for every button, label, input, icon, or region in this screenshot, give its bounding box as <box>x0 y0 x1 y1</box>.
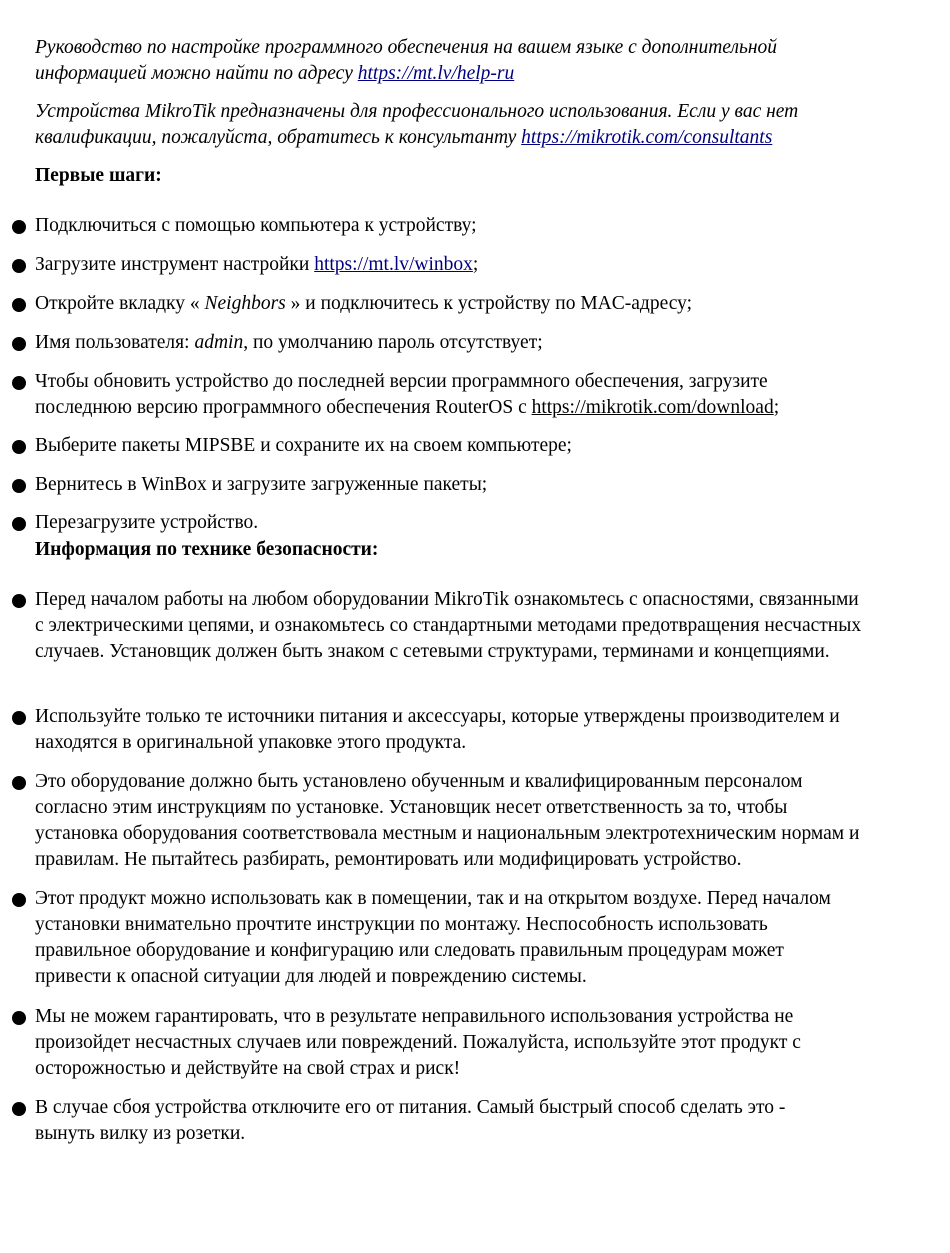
bullet-icon <box>12 298 26 312</box>
bullet-icon <box>12 1102 26 1116</box>
intro-consultant-paragraph <box>35 99 875 151</box>
bullet-icon <box>12 376 26 390</box>
bullet-icon <box>12 479 26 493</box>
list-item-text-part: Загрузите инструмент настройки <box>35 254 315 275</box>
list-item-text <box>35 369 815 421</box>
bullet-icon <box>12 594 26 608</box>
list-item-text <box>35 291 865 317</box>
bullet-icon <box>12 259 26 273</box>
list-item-text-part: ; <box>472 254 479 275</box>
list-item-text <box>35 330 865 356</box>
bullet-icon <box>12 517 26 531</box>
list-item-text: Используйте только те источники питания и аксессуары, которые утверждены производителем и находятся в оригинальной упаковке этого продукта. <box>35 706 840 753</box>
admin-term: admin <box>194 332 244 353</box>
consultants-link[interactable]: https://mikrotik.com/consultants <box>521 127 773 148</box>
bullet-icon <box>12 711 26 725</box>
bullet-icon <box>12 893 26 907</box>
list-item-text-part: » и подключитесь к устройству по MAC-адресу; <box>285 293 693 314</box>
list-item-text: Перезагрузите устройство. <box>35 512 259 533</box>
list-item-text: Это оборудование должно быть установлено обученным и квалифицированным персоналом согласно этим инструкциям по установке. Установщик несет ответственность за то, чтобы установка оборудования соответствовала местным и национальным электротехническим нормам и правилам. Не пытайтесь разбирать, ремонтировать или модифицировать устройство. <box>35 771 860 870</box>
list-item-text-part: ; <box>773 397 780 418</box>
bullet-icon <box>12 220 26 234</box>
help-ru-link[interactable]: https://mt.lv/help-ru <box>357 63 515 84</box>
download-link[interactable]: https://mikrotik.com/download <box>531 397 774 418</box>
safety-heading: Информация по технике безопасности: <box>35 539 379 560</box>
list-item-text-part: , по умолчанию пароль отсутствует; <box>243 332 543 353</box>
list-item-text: Подключиться с помощью компьютера к устройству; <box>35 215 477 236</box>
list-item-text: В случае сбоя устройства отключите его от питания. Самый быстрый способ сделать это - вынуть вилку из розетки. <box>35 1097 786 1144</box>
intro-help-text: Руководство по настройке программного обеспечения на вашем языке с дополнительной информацией можно найти по адресу <box>35 37 778 84</box>
list-item-text: Вернитесь в WinBox и загрузите загруженные пакеты; <box>35 474 488 495</box>
neighbors-term: Neighbors <box>204 293 286 314</box>
list-item-text: Перед началом работы на любом оборудовании MikroTik ознакомьтесь с опасностями, связанными с электрическими цепями, и ознакомьтесь со стандартными методами предотвращения несчастных случаев. Установщик должен быть знаком с сетевыми структурами, терминами и концепциями. <box>35 589 862 662</box>
list-item-text-part: Чтобы обновить устройство до последней версии программного обеспечения, загрузите последнюю версию программного обеспечения RouterOS с <box>35 371 768 418</box>
intro-consultant-text: Устройства MikroTik предназначены для профессионального использования. Если у вас нет квалификации, пожалуйста, обратитесь к консультанту <box>35 101 799 148</box>
bullet-icon <box>12 776 26 790</box>
intro-help-paragraph <box>35 35 875 87</box>
first-steps-heading: Первые шаги: <box>35 165 162 186</box>
list-item-text: Выберите пакеты MIPSBE и сохраните их на своем компьютере; <box>35 435 572 456</box>
bullet-icon <box>12 440 26 454</box>
list-item-text-part: Имя пользователя: <box>35 332 195 353</box>
list-item-text: Мы не можем гарантировать, что в результате неправильного использования устройства не произойдет несчастных случаев или повреждений. Пожалуйста, используйте этот продукт с осторожностью и действуйте на свой страх и риск! <box>35 1006 801 1079</box>
list-item-text: Этот продукт можно использовать как в помещении, так и на открытом воздухе. Перед началом установки внимательно прочтите инструкции по монтажу. Неспособность использовать правильное оборудование и конфигурацию или следовать правильным процедурам может привести к опасной ситуации для людей и повреждению системы. <box>35 888 831 987</box>
bullet-icon <box>12 337 26 351</box>
bullet-icon <box>12 1011 26 1025</box>
list-item-text-part: Откройте вкладку « <box>35 293 205 314</box>
list-item-text <box>35 252 865 278</box>
winbox-link[interactable]: https://mt.lv/winbox <box>314 254 473 275</box>
